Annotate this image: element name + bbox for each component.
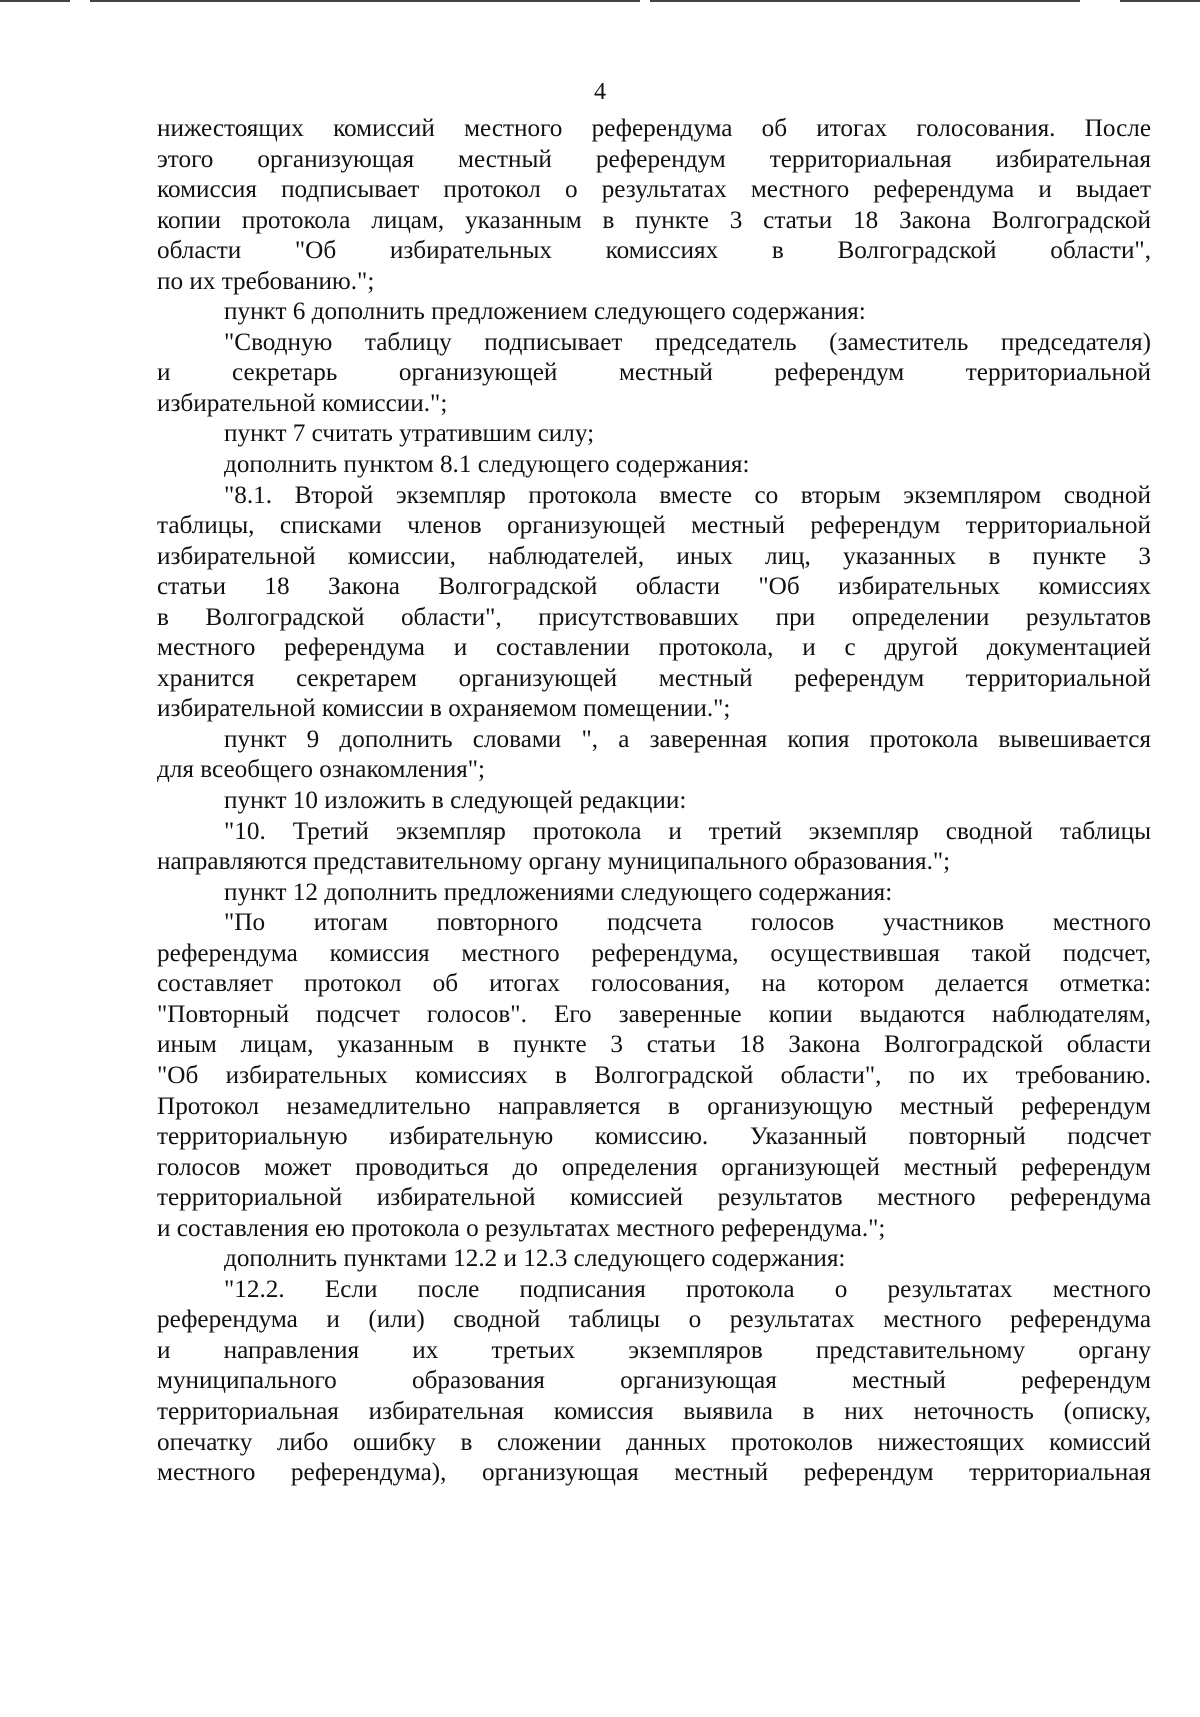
text-line: и направления их третьих экземпляров представительному органу (157, 1336, 1151, 1364)
text-line: "Сводную таблицу подписывает председатель (заместитель председателя) (224, 328, 1151, 356)
text-line: территориальной избирательной комиссией результатов местного референдума (157, 1184, 1151, 1212)
text-line: дополнить пунктами 12.2 и 12.3 следующего содержания: (224, 1245, 846, 1273)
text-line: голосов может проводиться до определения организующей местный референдум (157, 1153, 1151, 1181)
text-line: избирательной комиссии."; (157, 389, 448, 417)
text-line: статьи 18 Закона Волгоградской области "Об избирательных комиссиях (157, 573, 1151, 601)
text-line: комиссия подписывает протокол о результатах местного референдума и выдает (157, 176, 1151, 204)
text-line: пункт 6 дополнить предложением следующего содержания: (224, 298, 866, 326)
text-line: в Волгоградской области", присутствовавших при определении результатов (157, 603, 1151, 631)
text-line: области "Об избирательных комиссиях в Волгоградской области", (157, 237, 1151, 265)
text-line: "12.2. Если после подписания протокола о результатах местного (224, 1275, 1151, 1303)
text-line: территориальную избирательную комиссию. Указанный повторный подсчет (157, 1123, 1151, 1151)
text-line: составляет протокол об итогах голосования, на котором делается отметка: (157, 970, 1151, 998)
text-line: референдума комиссия местного референдума, осуществившая такой подсчет, (157, 939, 1151, 967)
text-line: "Повторный подсчет голосов". Его заверенные копии выдаются наблюдателям, (157, 1000, 1151, 1028)
text-line: по их требованию."; (157, 267, 375, 295)
text-line: опечатку либо ошибку в сложении данных протоколов нижестоящих комиссий (157, 1428, 1151, 1456)
text-line: "8.1. Второй экземпляр протокола вместе со вторым экземпляром сводной (224, 481, 1151, 509)
text-line: пункт 10 изложить в следующей редакции: (224, 787, 687, 815)
text-line: копии протокола лицам, указанным в пункте 3 статьи 18 Закона Волгоградской (157, 206, 1151, 234)
text-line: иным лицам, указанным в пункте 3 статьи 18 Закона Волгоградской области (157, 1031, 1151, 1059)
page-number: 4 (594, 79, 606, 105)
text-line: пункт 7 считать утратившим силу; (224, 420, 595, 448)
text-line: избирательной комиссии в охраняемом помещении."; (157, 695, 731, 723)
text-line: муниципального образования организующая местный референдум (157, 1367, 1151, 1395)
text-line: "10. Третий экземпляр протокола и третий экземпляр сводной таблицы (224, 817, 1151, 845)
scan-top-edge (0, 0, 1200, 2)
text-line: референдума и (или) сводной таблицы о результатах местного референдума (157, 1306, 1151, 1334)
text-line: Протокол незамедлительно направляется в организующую местный референдум (157, 1092, 1151, 1120)
text-line: пункт 12 дополнить предложениями следующего содержания: (224, 878, 893, 906)
text-line: "По итогам повторного подсчета голосов участников местного (224, 909, 1151, 937)
text-line: дополнить пунктом 8.1 следующего содержания: (224, 451, 750, 479)
text-line: нижестоящих комиссий местного референдума об итогах голосования. После (157, 115, 1151, 142)
text-line: хранится секретарем организующей местный референдум территориальной (157, 664, 1151, 692)
text-line: местного референдума), организующая местный референдум территориальная (157, 1459, 1151, 1487)
text-line: этого организующая местный референдум территориальная избирательная (157, 145, 1151, 173)
text-line: территориальная избирательная комиссия выявила в них неточность (описку, (157, 1397, 1151, 1425)
text-line: и составления ею протокола о результатах местного референдума."; (157, 1214, 886, 1242)
text-line: и секретарь организующей местный референдум территориальной (157, 359, 1151, 387)
text-line: местного референдума и составлении протокола, и с другой документацией (157, 634, 1151, 662)
text-line: пункт 9 дополнить словами ", а заверенная копия протокола вывешивается (224, 725, 1151, 753)
document-body (157, 114, 1151, 1489)
text-line: направляются представительному органу муниципального образования."; (157, 848, 951, 876)
text-line: "Об избирательных комиссиях в Волгоградской области", по их требованию. (157, 1061, 1151, 1089)
text-line: избирательной комиссии, наблюдателей, иных лиц, указанных в пункте 3 (157, 542, 1151, 570)
text-line: таблицы, списками членов организующей местный референдум территориальной (157, 512, 1151, 540)
text-line: для всеобщего ознакомления"; (157, 756, 486, 784)
